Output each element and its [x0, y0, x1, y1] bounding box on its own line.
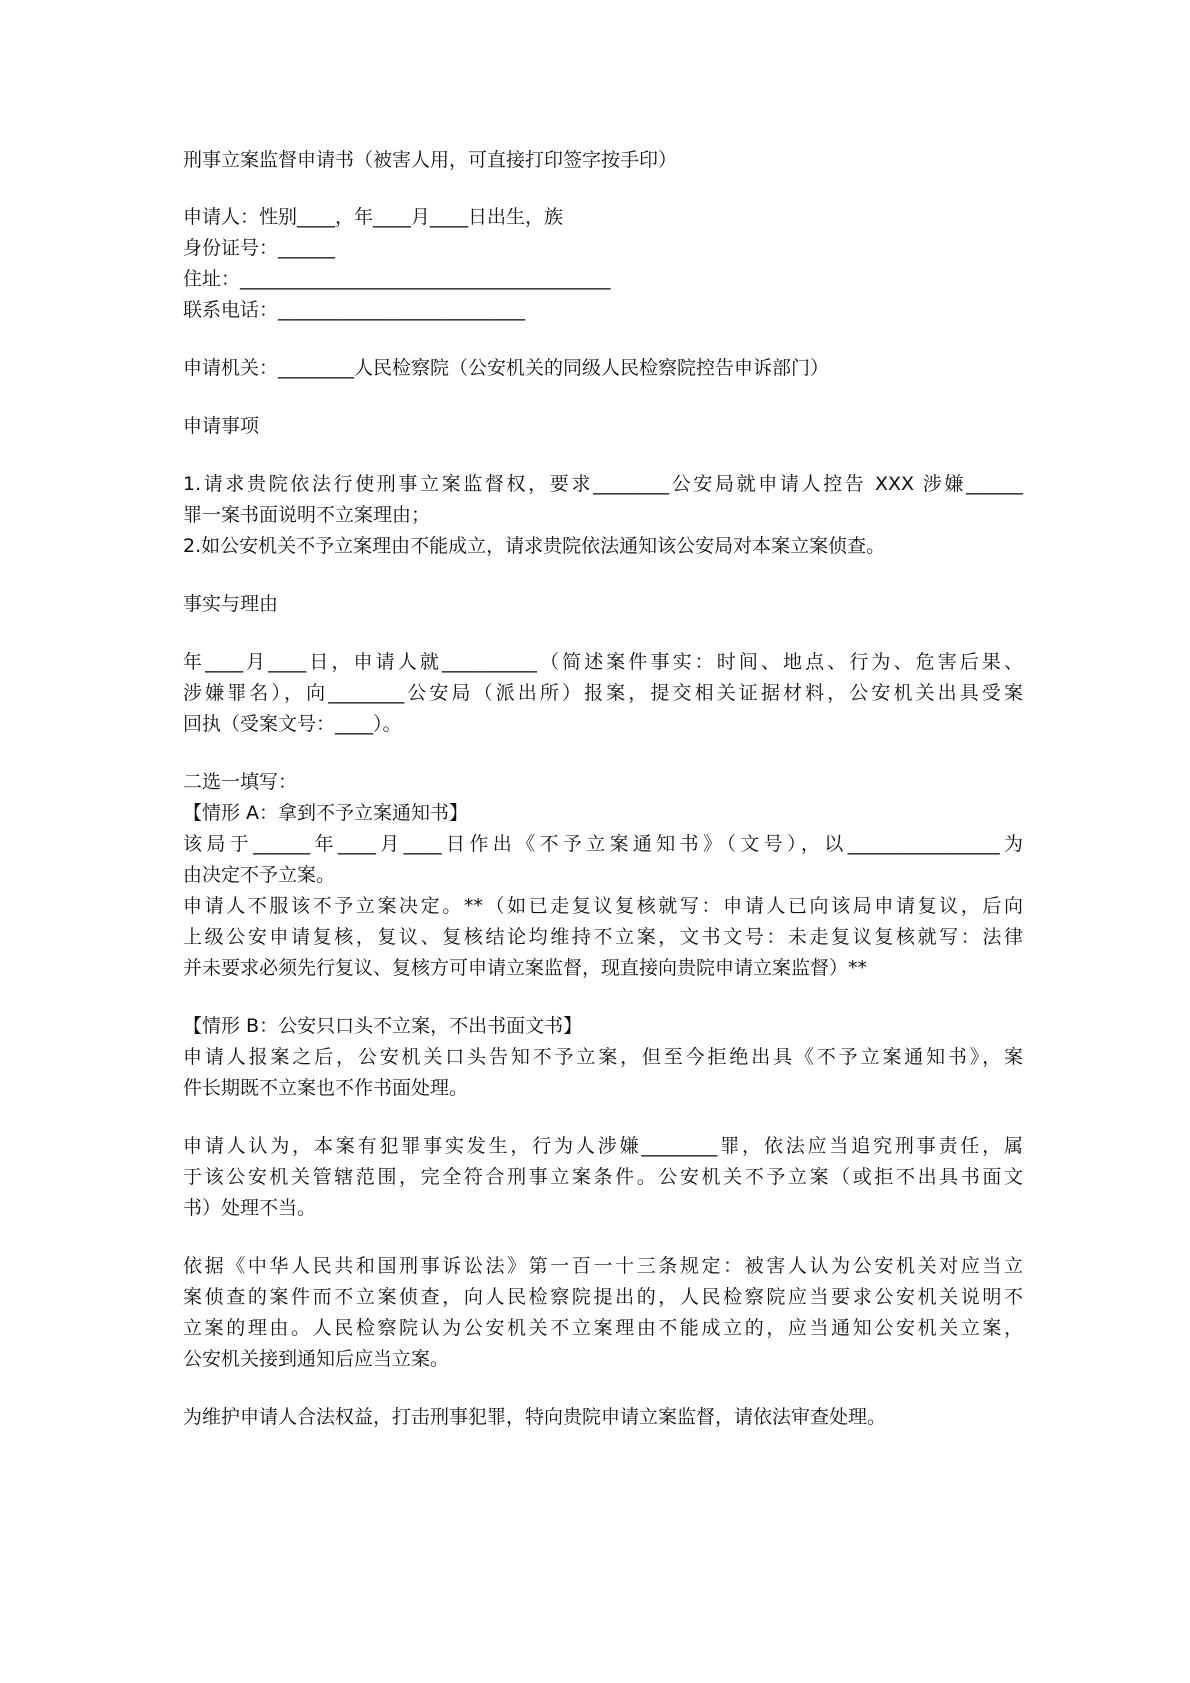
law-line: 立案的理由。人民检察院认为公安机关不立案理由不能成立的，应当通知公安机关立案，	[183, 1317, 1023, 1339]
request-line: 2.如公安机关不予立案理由不能成立，请求贵院依法通知该公安局对本案立案侦查。	[183, 535, 886, 557]
facts-line: 回执（受案文号：____）。	[183, 713, 402, 735]
agency-line: 申请机关：________人民检察院（公安机关的同级人民检察院控告申诉部门）	[183, 357, 830, 379]
opinion-line: 于该公安机关管辖范围，完全符合刑事立案条件。公安机关不予立案（或拒不出具书面文	[183, 1166, 1023, 1188]
id-number-line: 身份证号：______	[183, 237, 336, 259]
facts-line: 年____月____日，申请人就__________（简述案件事实：时间、地点、行为、危害后果、	[183, 651, 1023, 673]
law-line: 案侦查的案件而不立案侦查，向人民检察院提出的，人民检察院应当要求公安机关说明不	[183, 1286, 1023, 1308]
request-line: 罪一案书面说明不立案理由；	[183, 504, 431, 526]
choose-label: 二选一填写：	[183, 771, 298, 793]
request-line: 1.请求贵院依法行使刑事立案监督权，要求________公安局就申请人控告 XXX 涉嫌______	[183, 473, 1023, 495]
opinion-line: 书）处理不当。	[183, 1197, 317, 1219]
address-line: 住址：_______________________________________	[183, 268, 611, 290]
case-b-line: 申请人报案之后，公安机关口头告知不予立案，但至今拒绝出具《不予立案通知书》，案	[183, 1046, 1023, 1068]
closing-line: 为维护申请人合法权益，打击刑事犯罪，特向贵院申请立案监督，请依法审查处理。	[183, 1406, 887, 1428]
applicant-line: 申请人：性别____，年____月____日出生，族	[183, 206, 564, 228]
document-title: 刑事立案监督申请书（被害人用，可直接打印签字按手印）	[183, 149, 678, 171]
case-a-line: 该局于______年____月____日作出《不予立案通知书》（文号），以________________为	[183, 833, 1023, 855]
request-heading: 申请事项	[183, 415, 260, 437]
case-b-heading: 【情形 B：公安只口头不立案，不出书面文书】	[183, 1015, 583, 1037]
case-b-line: 件长期既不立案也不作书面处理。	[183, 1077, 469, 1099]
case-a-line: 申请人不服该不予立案决定。**（如已走复议复核就写：申请人已向该局申请复议，后向	[183, 895, 1023, 917]
law-line: 依据《中华人民共和国刑事诉讼法》第一百一十三条规定：被害人认为公安机关对应当立	[183, 1255, 1023, 1277]
facts-line: 涉嫌罪名），向________公安局（派出所）报案，提交相关证据材料，公安机关出具受案	[183, 682, 1023, 704]
case-a-line: 并未要求必须先行复议、复核方可申请立案监督，现直接向贵院申请立案监督）**	[183, 957, 868, 979]
law-line: 公安机关接到通知后应当立案。	[183, 1348, 450, 1370]
case-a-line: 由决定不予立案。	[183, 864, 336, 886]
case-a-line: 上级公安申请复核，复议、复核结论均维持不立案，文书文号：未走复议复核就写：法律	[183, 926, 1023, 948]
facts-heading: 事实与理由	[183, 593, 279, 615]
case-a-heading: 【情形 A：拿到不予立案通知书】	[183, 802, 469, 824]
phone-line: 联系电话：__________________________	[183, 299, 526, 321]
opinion-line: 申请人认为，本案有犯罪事实发生，行为人涉嫌________罪，依法应当追究刑事责任，属	[183, 1135, 1023, 1157]
